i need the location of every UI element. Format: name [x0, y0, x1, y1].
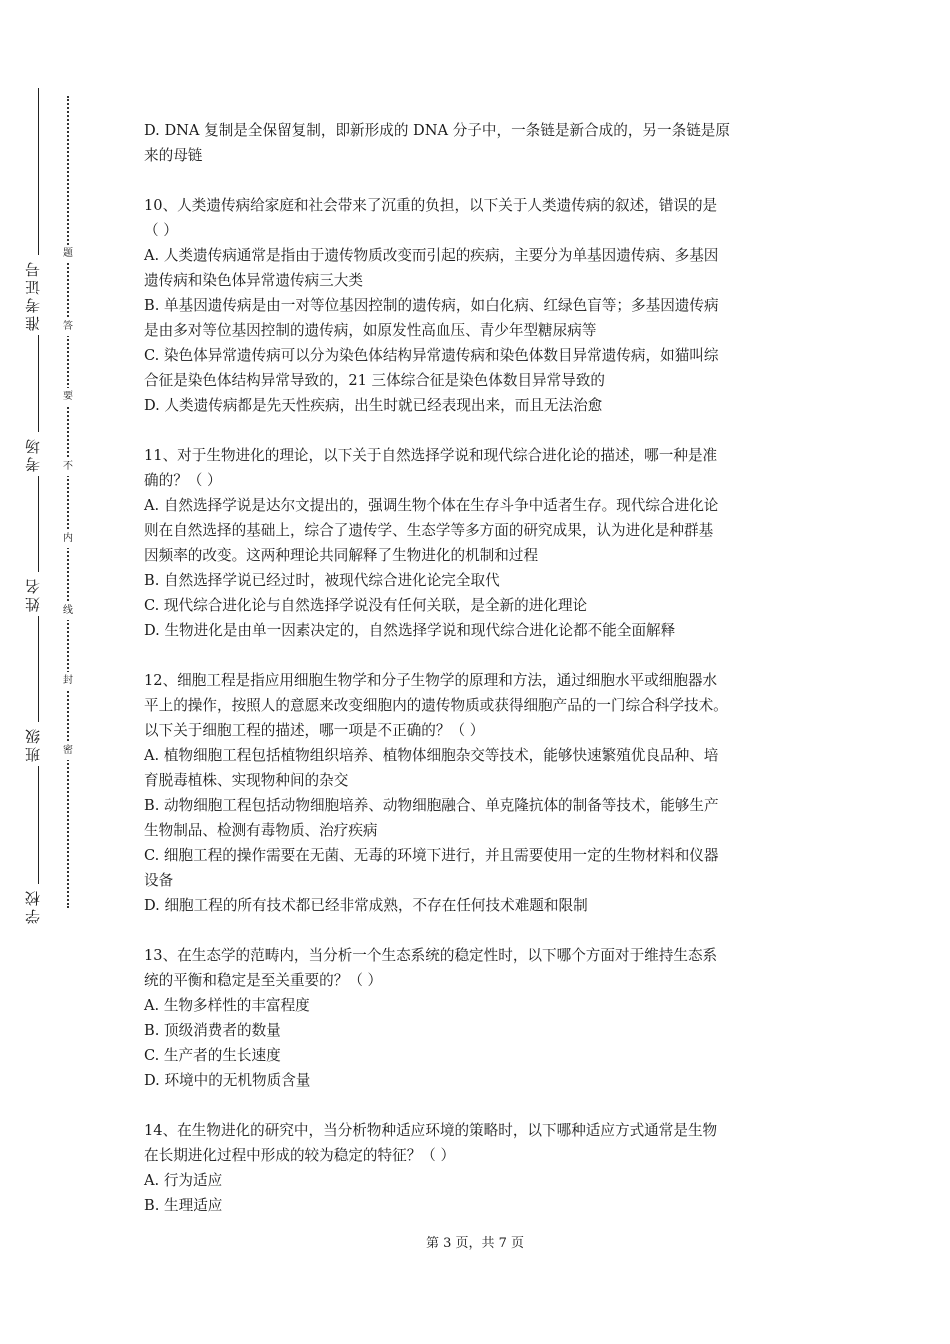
question-stem-line: 10、人类遗传病给家庭和社会带来了沉重的负担，以下关于人类遗传病的叙述，错误的是	[144, 197, 718, 214]
question-continued-option	[144, 118, 810, 168]
option-line: 来的母链	[144, 147, 203, 164]
question-stem-line: 14、在生物进化的研究中，当分析物种适应环境的策略时，以下哪种适应方式通常是生物	[144, 1122, 718, 1139]
answer-option-line: 是由多对等位基因控制的遗传病，如原发性高血压、青少年型糖尿病等	[144, 322, 597, 339]
answer-option	[144, 1018, 810, 1043]
answer-option	[144, 618, 810, 643]
question-stem	[144, 1118, 810, 1168]
answer-option-line: D. 细胞工程的所有技术都已经非常成熟，不存在任何技术难题和限制	[144, 897, 588, 914]
question-stem	[144, 443, 810, 493]
seal-char: 答	[60, 318, 76, 336]
exam-number-label: 准考证号	[22, 255, 54, 335]
school-label: 学校	[22, 884, 54, 928]
answer-option	[144, 568, 810, 593]
seal-char: 要	[60, 388, 76, 406]
question-stem-line: 确的？（ ）	[144, 472, 222, 489]
answer-option-line: C. 现代综合进化论与自然选择学说没有任何关联，是全新的进化理论	[144, 597, 588, 614]
answer-option-line: A. 生物多样性的丰富程度	[144, 997, 310, 1014]
answer-option-line: 生物制品、检测有毒物质、治疗疾病	[144, 822, 378, 839]
answer-option-line: A. 行为适应	[144, 1172, 223, 1189]
question-stem	[144, 193, 810, 243]
option-line: D. DNA 复制是全保留复制，即新形成的 DNA 分子中，一条链是新合成的，另一条链是原	[144, 122, 730, 139]
question-content	[144, 118, 810, 1243]
answer-option-line: C. 生产者的生长速度	[144, 1047, 281, 1064]
seal-char: 不	[60, 458, 76, 476]
question-stem-line: 12、细胞工程是指应用细胞生物学和分子生物学的原理和方法，通过细胞水平或细胞器水	[144, 672, 718, 689]
answer-option	[144, 343, 810, 393]
answer-option-line: D. 人类遗传病都是先天性疾病，出生时就已经表现出来，而且无法治愈	[144, 397, 603, 414]
question-stem-line: 13、在生态学的范畴内，当分析一个生态系统的稳定性时，以下哪个方面对于维持生态系	[144, 947, 718, 964]
question-stem-line: 11、对于生物进化的理论，以下关于自然选择学说和现代综合进化论的描述，哪一种是准	[144, 447, 718, 464]
answer-option-line: A. 植物细胞工程包括植物组织培养、植物体细胞杂交等技术，能够快速繁殖优良品种、培	[144, 747, 719, 764]
exam-room-label: 考场	[22, 432, 54, 476]
question-stem-line: 平上的操作，按照人的意愿来改变细胞内的遗传物质或获得细胞产品的一门综合科学技术。	[144, 697, 728, 714]
answer-option	[144, 893, 810, 918]
answer-option	[144, 793, 810, 843]
question-stem	[144, 943, 810, 993]
answer-option	[144, 1193, 810, 1218]
question-stem-line: 以下关于细胞工程的描述，哪一项是不正确的？（ ）	[144, 722, 485, 739]
class-label: 班级	[22, 722, 54, 766]
answer-option	[144, 493, 810, 568]
question-item	[144, 443, 810, 643]
answer-option	[144, 1043, 810, 1068]
binding-margin	[0, 0, 110, 1344]
question-item	[144, 193, 810, 418]
answer-option-line: B. 单基因遗传病是由一对等位基因控制的遗传病，如白化病、红绿色盲等；多基因遗传病	[144, 297, 719, 314]
binding-line	[38, 88, 39, 920]
question-stem-line: 在长期进化过程中形成的较为稳定的特征？（ ）	[144, 1147, 456, 1164]
seal-char: 封	[60, 672, 76, 690]
name-label: 姓名	[22, 572, 54, 616]
answer-option-line: D. 生物进化是由单一因素决定的，自然选择学说和现代综合进化论都不能全面解释	[144, 622, 676, 639]
answer-option	[144, 293, 810, 343]
answer-option	[144, 1168, 810, 1193]
answer-option-line: 则在自然选择的基础上，综合了遗传学、生态学等多方面的研究成果，认为进化是种群基	[144, 522, 714, 539]
answer-option-line: C. 细胞工程的操作需要在无菌、无毒的环境下进行，并且需要使用一定的生物材料和仪器	[144, 847, 719, 864]
seal-char: 线	[60, 602, 76, 620]
page-footer: 第 3 页，共 7 页	[425, 1236, 525, 1251]
answer-option	[144, 593, 810, 618]
question-stem	[144, 668, 810, 743]
answer-option	[144, 843, 810, 893]
seal-dotted-line	[67, 96, 69, 908]
seal-char: 内	[60, 530, 76, 548]
question-list	[144, 193, 810, 1218]
question-item	[144, 1118, 810, 1218]
answer-option-line: 遗传病和染色体异常遗传病三大类	[144, 272, 363, 289]
answer-option	[144, 243, 810, 293]
answer-option-line: B. 动物细胞工程包括动物细胞培养、动物细胞融合、单克隆抗体的制备等技术，能够生产	[144, 797, 719, 814]
answer-option	[144, 743, 810, 793]
answer-option-line: C. 染色体异常遗传病可以分为染色体结构异常遗传病和染色体数目异常遗传病，如猫叫综	[144, 347, 719, 364]
question-item	[144, 668, 810, 918]
question-item	[144, 943, 810, 1093]
answer-option-line: A. 人类遗传病通常是指由于遗传物质改变而引起的疾病，主要分为单基因遗传病、多基因	[144, 247, 719, 264]
answer-option-line: A. 自然选择学说是达尔文提出的，强调生物个体在生存斗争中适者生存。现代综合进化论	[144, 497, 719, 514]
seal-char: 密	[60, 742, 76, 760]
answer-option-line: 因频率的改变。这两种理论共同解释了生物进化的机制和过程	[144, 547, 539, 564]
answer-option	[144, 1068, 810, 1093]
answer-option-line: D. 环境中的无机物质含量	[144, 1072, 311, 1089]
answer-option	[144, 393, 810, 418]
answer-option-line: 合征是染色体结构异常导致的，21 三体综合征是染色体数目异常导致的	[144, 372, 606, 389]
answer-option-line: 设备	[144, 872, 174, 889]
answer-option-line: 育脱毒植株、实现物种间的杂交	[144, 772, 349, 789]
answer-option	[144, 993, 810, 1018]
answer-option-line: B. 生理适应	[144, 1197, 223, 1214]
question-stem-line: 统的平衡和稳定是至关重要的？（ ）	[144, 972, 383, 989]
answer-option-line: B. 自然选择学说已经过时，被现代综合进化论完全取代	[144, 572, 500, 589]
question-stem-line: （ ）	[144, 222, 178, 239]
seal-char: 题	[60, 245, 76, 263]
answer-option-line: B. 顶级消费者的数量	[144, 1022, 281, 1039]
